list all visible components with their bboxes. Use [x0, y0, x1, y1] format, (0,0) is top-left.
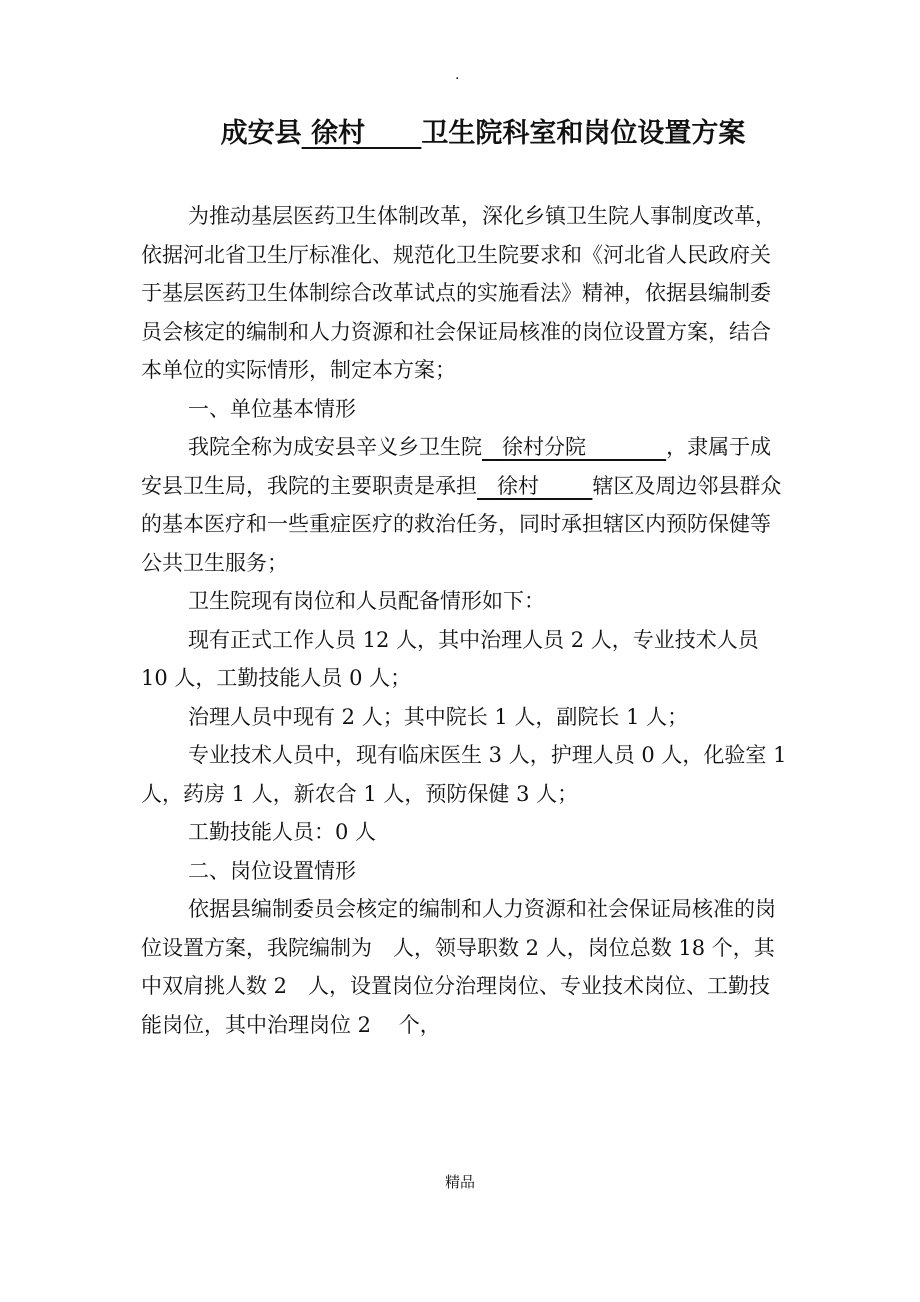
service-staff-paragraph: 工勤技能人员：0 人: [188, 820, 377, 844]
section-1-heading: 一、单位基本情形: [188, 396, 356, 421]
section-2-heading: 二、岗位设置情形: [188, 858, 356, 883]
title-suffix: 卫生院科室和岗位设置方案: [421, 118, 746, 149]
unit-name-underlined: 徐村分院: [502, 435, 587, 459]
title-prefix: 成安县: [220, 118, 302, 149]
page-footer-label: 精品: [444, 1173, 475, 1191]
header-mark: .: [455, 67, 460, 83]
document-title: [0, 112, 920, 156]
management-staff-paragraph: 治理人员中现有 2 人；其中院长 1 人，副院长 1 人；: [188, 704, 689, 729]
intro-paragraph: 为推动基层医药卫生体制改革，深化乡镇卫生院人事制度改革，依据河北省卫生厅标准化、规范化卫生院要求和《河北省人民政府关于基层医药卫生体制综合改革试点的实施看法》精神，依据县编制委员会核定的编制和人力资源和社会保证局核准的岗位设置方案，结合本单位的实际情形，制定本方案；: [141, 204, 776, 382]
technical-staff-paragraph: 专业技术人员中，现有临床医生 3 人，护理人员 0 人，化验室 1 人，药房 1 人，新农合 1 人，预防保健 3 人；: [141, 743, 787, 806]
document-body: [141, 197, 791, 1044]
staff-total-paragraph: 现有正式工作人员 12 人，其中治理人员 2 人，专业技术人员 10 人，工勤技能人员 0 人；: [141, 627, 759, 690]
staffing-intro: 卫生院现有岗位和人员配备情形如下：: [188, 589, 545, 613]
area-name-underlined: 徐村: [497, 473, 540, 498]
unit-info-paragraph: 我院全称为成安县辛义乡卫生院 徐村分院 ，隶属于成安县卫生局，我院的主要职责是承担 徐村 辖区及周边邻县群众的基本医疗和一些重症医疗的救治任务，同时承担辖区内预防保健等公共卫生服务；: [141, 435, 782, 575]
title-village-underlined: 徐村: [311, 118, 365, 149]
post-setting-paragraph: 依据县编制委员会核定的编制和人力资源和社会保证局核准的岗位设置方案，我院编制为 人，领导职数 2 人，岗位总数 18 个，其中双肩挑人数 2 人，设置岗位分治理岗位、专业技术岗位、工勤技能岗位，其中治理岗位 2 个，: [141, 897, 776, 1037]
